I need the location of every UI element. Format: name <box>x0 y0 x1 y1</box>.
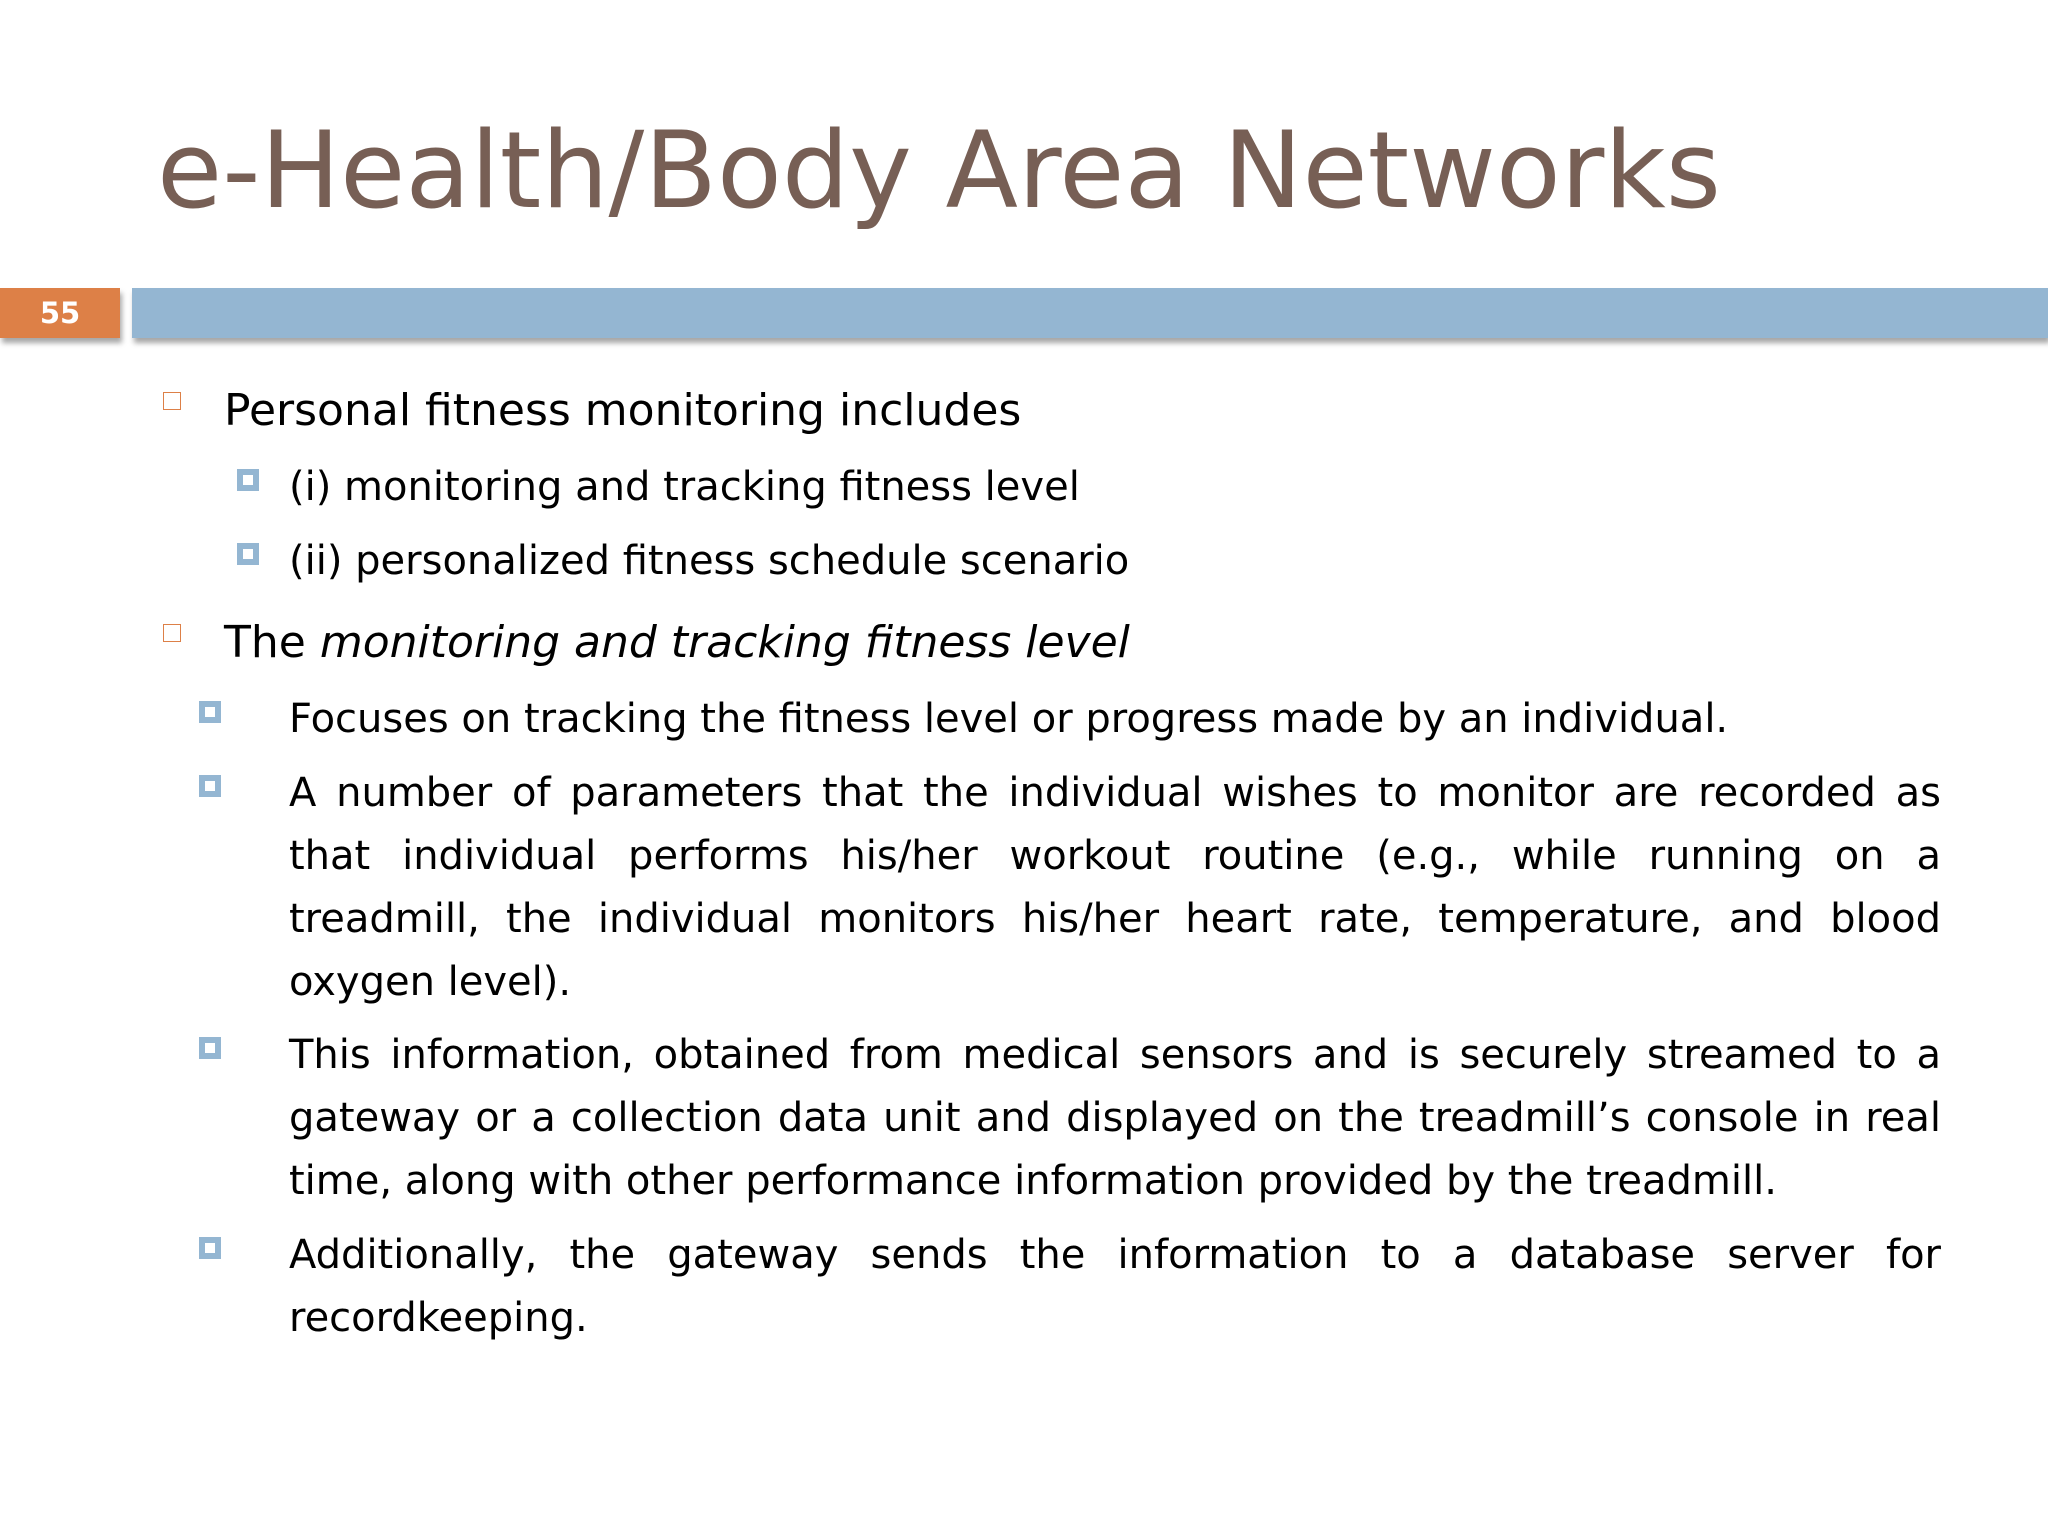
blue-square-bullet-icon <box>237 469 259 491</box>
sub-bullet-parameters: A number of parameters that the individual wishes to monitor are recorded as that individual performs his/her workout routine (e.g., while running on a treadmill, the individual monitors his/her heart rate, temperature, and blood oxygen level). <box>289 770 1941 1005</box>
sub-bullet-personalized-schedule: (ii) personalized fitness schedule scenario <box>289 538 1130 584</box>
hollow-square-bullet-icon <box>163 624 181 642</box>
bullet-personal-fitness: Personal fitness monitoring includes <box>224 385 1022 436</box>
blue-square-bullet-icon <box>199 701 221 723</box>
sub-bullet-monitoring-tracking: (i) monitoring and tracking fitness level <box>289 464 1080 510</box>
blue-square-bullet-icon <box>199 1037 221 1059</box>
blue-square-bullet-icon <box>199 1237 221 1259</box>
blue-square-bullet-icon <box>237 543 259 565</box>
bullet-monitoring-heading <box>224 613 1130 673</box>
bullet-monitoring-prefix: The <box>224 617 306 668</box>
sub-bullet-focuses: Focuses on tracking the fitness level or progress made by an individual. <box>289 696 1729 742</box>
blue-square-bullet-icon <box>199 775 221 797</box>
sub-bullet-information: This information, obtained from medical sensors and is securely streamed to a gateway or a collection data unit and displayed on the treadmill’s console in real time, along with other performance information provided by the treadmill. <box>289 1032 1941 1204</box>
slide-number-badge: 55 <box>0 288 120 338</box>
header-bar <box>132 288 2048 338</box>
slide-title: e-Health/Body Area Networks <box>157 109 1721 232</box>
bullet-monitoring-italic: monitoring and tracking fitness level <box>319 617 1130 668</box>
sub-bullet-gateway: Additionally, the gateway sends the information to a database server for recordkeeping. <box>289 1232 1941 1341</box>
hollow-square-bullet-icon <box>163 392 181 410</box>
